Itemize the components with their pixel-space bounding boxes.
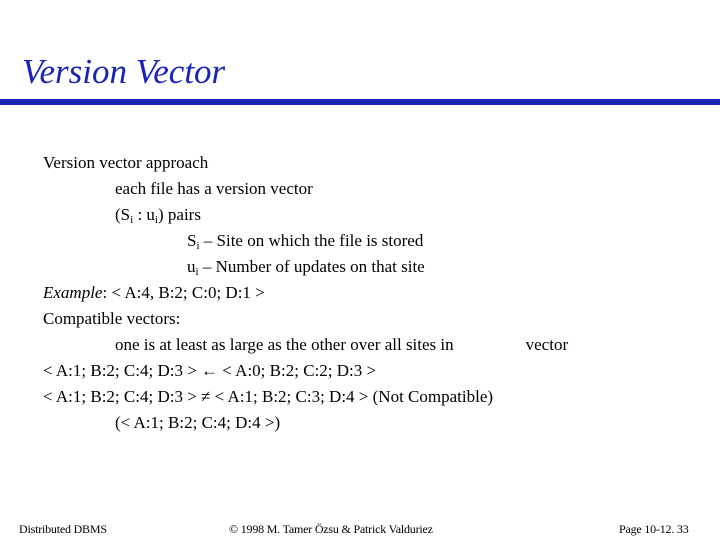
title-underline [0, 99, 720, 105]
pairs-mid: : u [133, 205, 155, 224]
footer-copyright: © 1998 M. Tamer Özsu & Patrick Valduriez [229, 522, 433, 536]
updates-sub: i [195, 266, 199, 278]
updates-text: – Number of updates on that site [198, 257, 425, 276]
example-merged-vector: (< A:1; B:2; C:4; D:4 >) [115, 413, 281, 432]
slide-title: Version Vector [22, 52, 226, 91]
bullet-example [43, 283, 265, 303]
bullet-each-file: each file has a version vector [115, 179, 313, 198]
bullet-pairs [115, 205, 201, 225]
pairs-close: ) pairs [157, 205, 201, 224]
updates-symbol: u [187, 257, 196, 276]
bullet-updates-definition [187, 257, 425, 277]
example-label: Example [43, 283, 103, 302]
example-not-compatible: < A:1; B:2; C:4; D:3 > ≠ < A:1; B:2; C:3; D:4 > (Not Compatible) [43, 387, 494, 406]
bullet-compatible-vectors: Compatible vectors: [43, 309, 181, 328]
site-sub: i [196, 240, 200, 252]
footer-course: Distributed DBMS [19, 522, 107, 536]
pairs-sub-2: i [154, 214, 158, 226]
site-text: – Site on which the file is stored [199, 231, 424, 250]
footer-page-number: Page 10-12. 33 [619, 522, 689, 536]
pairs-open: (S [115, 205, 131, 224]
site-symbol: S [187, 231, 197, 250]
pairs-sub-1: i [130, 214, 134, 226]
example-dominates: < A:1; B:2; C:4; D:3 > ← < A:0; B:2; C:2; D:3 > [43, 361, 377, 380]
bullet-site-definition [187, 231, 423, 251]
rule-text: one is at least as large as the other over all sites in [115, 335, 454, 354]
example-vector: : < A:4, B:2; C:0; D:1 > [102, 283, 265, 302]
rule-text-end: vector [525, 335, 569, 354]
bullet-compatibility-rule [115, 335, 568, 355]
bullet-version-vector-approach: Version vector approach [43, 153, 209, 172]
